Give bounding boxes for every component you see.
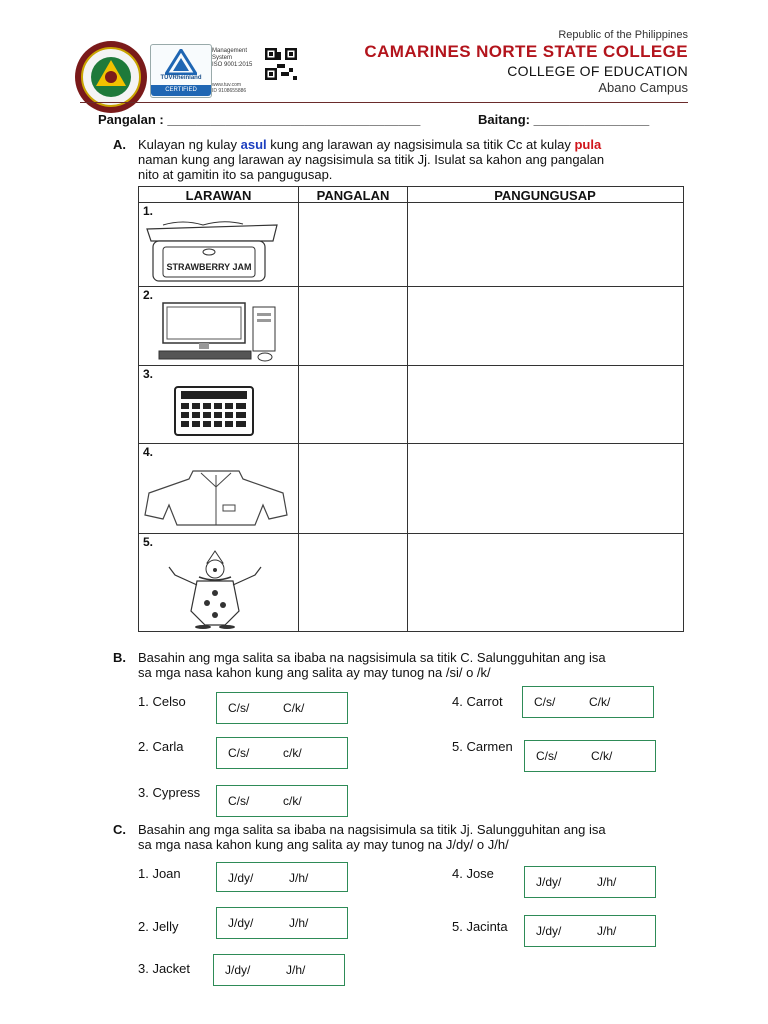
campus-name: Abano Campus: [598, 80, 688, 95]
header-pangalan: PANGALAN: [316, 188, 390, 203]
iso-certification-badge: [150, 44, 212, 98]
section-c-letter: C.: [113, 822, 126, 837]
cert-brand: TÜVRheinland: [160, 75, 202, 81]
option-dy[interactable]: J/dy/: [536, 924, 562, 938]
word-item: 5. Carmen: [452, 739, 513, 754]
option-h[interactable]: J/h/: [286, 963, 306, 977]
strawberry-jam-image: [143, 219, 281, 285]
cert-system-text: Management System ISO 9001:2015: [212, 48, 253, 68]
word-item: 2. Carla: [138, 739, 184, 754]
choice-box[interactable]: [216, 737, 348, 769]
option-h[interactable]: J/h/: [597, 924, 617, 938]
option-k[interactable]: c/k/: [283, 794, 302, 808]
word-item: 3. Jacket: [138, 961, 191, 976]
choice-box[interactable]: [524, 866, 656, 898]
choice-box[interactable]: [213, 954, 345, 986]
word-item: 5. Jacinta: [452, 919, 508, 934]
header-larawan: LARAWAN: [185, 188, 252, 203]
section-c-instructions: Basahin ang mga salita sa ibaba na nagsisimula sa titik Jj. Salungguhitan ang isa sa mga nasa kahon kung ang salita ay may tunog na J/dy/ o J/h/: [138, 822, 606, 852]
calculator-image: [173, 385, 255, 437]
jacket-image: [143, 465, 289, 529]
option-h[interactable]: J/h/: [289, 916, 309, 930]
option-k[interactable]: C/k/: [283, 701, 305, 715]
choice-box[interactable]: [216, 907, 348, 939]
choice-box[interactable]: [216, 785, 348, 817]
option-s[interactable]: C/s/: [228, 794, 250, 808]
color-red-word: pula: [574, 137, 602, 152]
section-b-instructions: Basahin ang mga salita sa ibaba na nagsisimula sa titik C. Salungguhitan ang isa sa mga nasa kahon kung ang salita ay may tunog na /si/ o /k/: [138, 650, 606, 680]
choice-box[interactable]: [524, 740, 656, 772]
section-a-letter: A.: [113, 137, 126, 152]
header-divider: [80, 102, 688, 103]
name-field[interactable]: Pangalan : ___________________________________: [98, 112, 421, 127]
department-name: COLLEGE OF EDUCATION: [507, 63, 688, 79]
computer-image: [155, 301, 285, 363]
republic-line: Republic of the Philippines: [558, 29, 688, 41]
college-name: CAMARINES NORTE STATE COLLEGE: [364, 42, 688, 61]
option-s[interactable]: C/s/: [534, 695, 556, 709]
word-item: 1. Celso: [138, 694, 186, 709]
option-s[interactable]: C/s/: [228, 746, 250, 760]
cert-band: CERTIFIED: [151, 85, 211, 96]
word-item: 2. Jelly: [138, 919, 179, 934]
svg-text:STRAWBERRY JAM: STRAWBERRY JAM: [166, 262, 252, 272]
choice-box[interactable]: [524, 915, 656, 947]
row-number: 4.: [143, 445, 154, 459]
grade-field[interactable]: Baitang: ________________: [478, 112, 650, 127]
worksheet-table: [138, 186, 684, 632]
section-a-instructions: Kulayan ng kulay asul kung ang larawan ay nagsisimula sa titik Cc at kulay pula naman kung ang larawan ay nagsisimula sa titik Jj. Isulat sa kahon ang pangalan nito at gamitin ito sa pangugusap.: [138, 137, 605, 182]
tuv-triangle-icon: [165, 49, 197, 75]
word-item: 4. Carrot: [452, 694, 503, 709]
choice-box[interactable]: [522, 686, 654, 718]
word-item: 4. Jose: [452, 866, 494, 881]
word-item: 3. Cypress: [138, 785, 201, 800]
option-s[interactable]: C/s/: [536, 749, 558, 763]
option-dy[interactable]: J/dy/: [228, 871, 254, 885]
option-dy[interactable]: J/dy/: [536, 875, 562, 889]
section-b-letter: B.: [113, 650, 126, 665]
row-number: 3.: [143, 367, 154, 381]
choice-box[interactable]: [216, 862, 348, 892]
qr-code-icon: [265, 48, 297, 80]
cert-site-text: www.tuv.com ID 9108655886: [212, 82, 247, 94]
row-number: 1.: [143, 204, 154, 218]
row-number: 2.: [143, 288, 154, 302]
option-k[interactable]: c/k/: [283, 746, 302, 760]
color-blue-word: asul: [240, 137, 267, 152]
option-h[interactable]: J/h/: [597, 875, 617, 889]
option-k[interactable]: C/k/: [589, 695, 611, 709]
word-item: 1. Joan: [138, 866, 181, 881]
option-h[interactable]: J/h/: [289, 871, 309, 885]
clown-image: [155, 549, 275, 629]
row-number: 5.: [143, 535, 154, 549]
option-dy[interactable]: J/dy/: [225, 963, 251, 977]
header-pangungusap: PANGUNGUSAP: [494, 188, 596, 203]
choice-box[interactable]: [216, 692, 348, 724]
option-k[interactable]: C/k/: [591, 749, 613, 763]
option-dy[interactable]: J/dy/: [228, 916, 254, 930]
option-s[interactable]: C/s/: [228, 701, 250, 715]
